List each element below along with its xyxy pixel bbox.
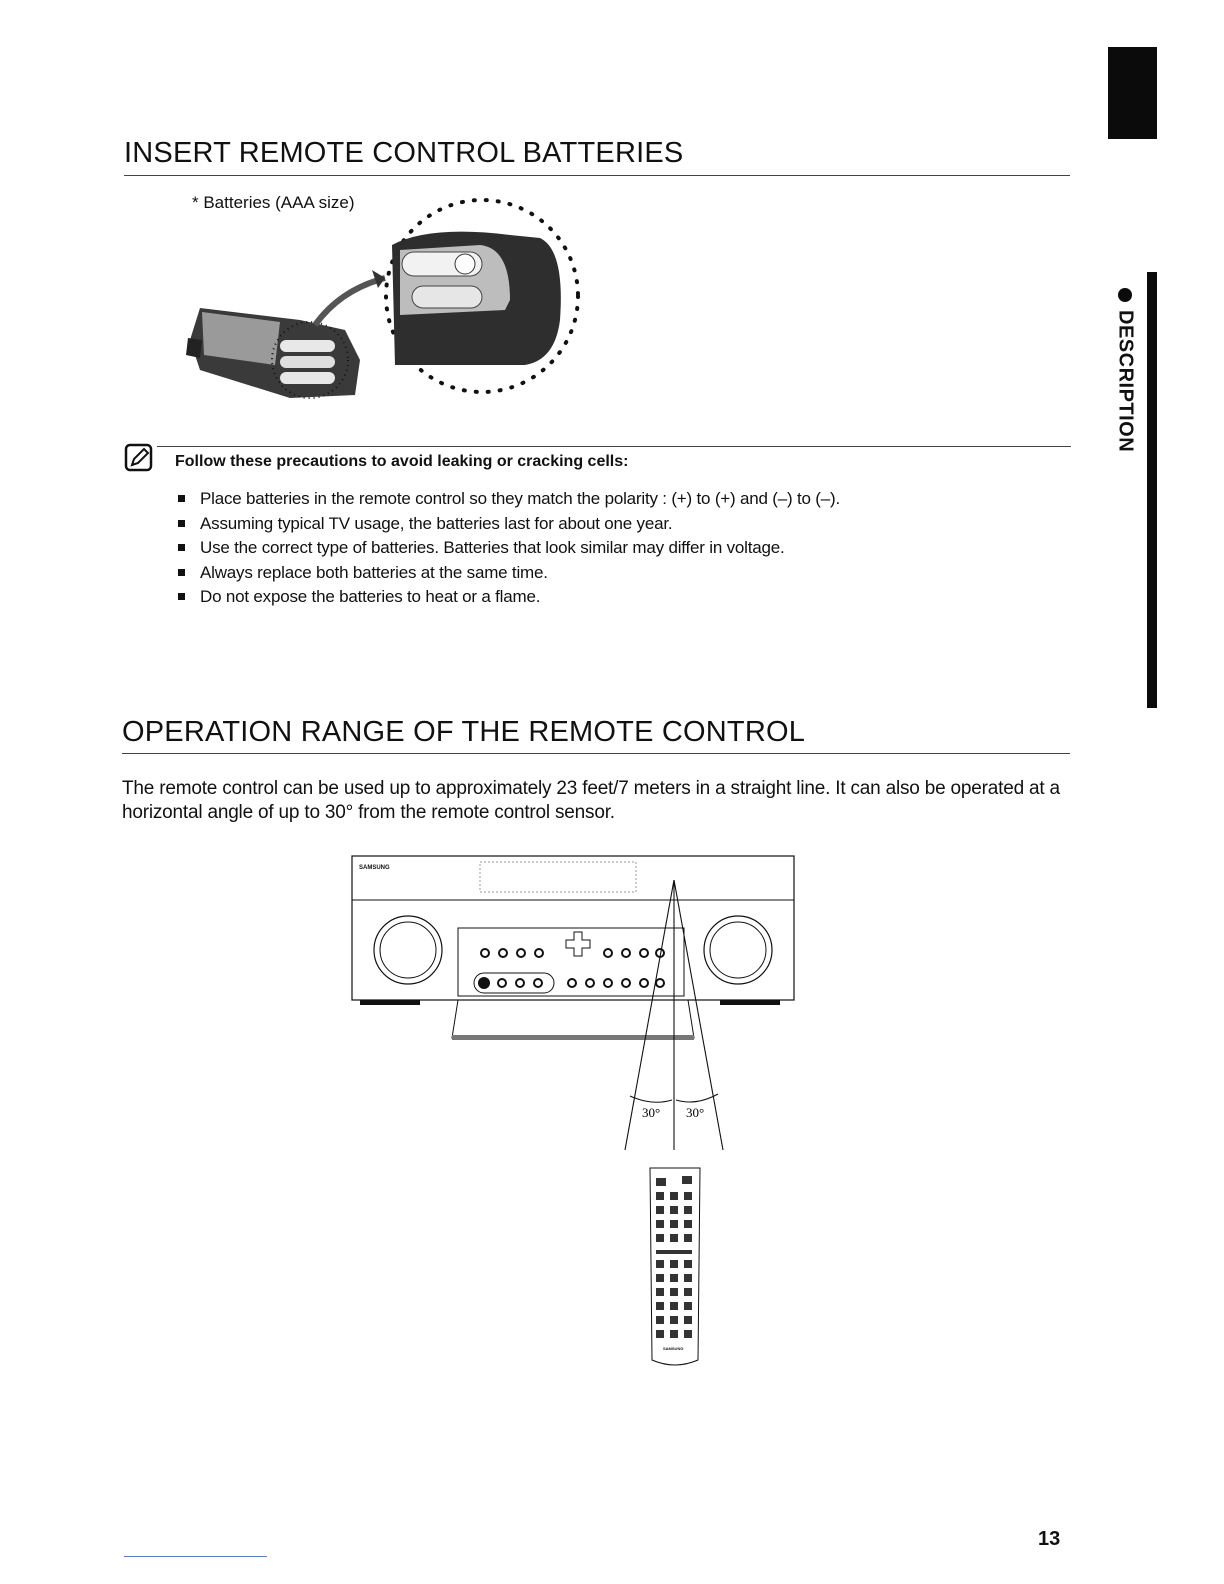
note-rule [157, 446, 1071, 447]
list-item: Place batteries in the remote control so they match the polarity : (+) to (+) and (–) to (–). [178, 487, 840, 512]
list-item: Assuming typical TV usage, the batteries last for about one year. [178, 512, 840, 537]
chapter-label-text: DESCRIPTION [1114, 310, 1137, 453]
remote-control-image [650, 1168, 700, 1365]
precautions-list [178, 487, 840, 610]
battery-zoom-circle [386, 200, 578, 392]
angle-label-right: 30° [686, 1105, 705, 1120]
operation-range-paragraph: The remote control can be used up to approximately 23 feet/7 meters in a straight line. It can also be operated at a horizontal angle of up to 30° from the remote control sensor. [122, 778, 1060, 823]
remote-back-image [186, 308, 360, 398]
chapter-side-label [1110, 288, 1140, 488]
remote-brand-logo: SAMSUNG [663, 1346, 684, 1351]
angle-label-left: 30° [642, 1105, 661, 1120]
battery-size-label: * Batteries (AAA size) [192, 193, 355, 212]
bullet-dot-icon [1118, 288, 1132, 302]
footer-line [124, 1556, 267, 1557]
receiver-front-panel [352, 856, 794, 1040]
page-number: 13 [1038, 1528, 1061, 1550]
note-pencil-icon [124, 443, 154, 473]
list-item: Use the correct type of batteries. Batteries that look similar may differ in voltage. [178, 536, 840, 561]
section-title-batteries: INSERT REMOTE CONTROL BATTERIES [124, 137, 684, 169]
note-title: Follow these precautions to avoid leaking or cracking cells: [175, 453, 629, 470]
battery-insertion-illustration [180, 190, 600, 405]
operation-range-diagram [340, 850, 820, 1380]
receiver-brand-logo: SAMSUNG [359, 865, 390, 871]
insertion-arrow-icon [315, 270, 385, 325]
section-title-operation-range: OPERATION RANGE OF THE REMOTE CONTROL [122, 716, 806, 748]
chapter-tab-block [1108, 47, 1157, 139]
section-rule-operation-range [122, 753, 1070, 754]
chapter-side-bar [1147, 272, 1157, 708]
list-item: Always replace both batteries at the same time. [178, 561, 840, 586]
list-item: Do not expose the batteries to heat or a flame. [178, 585, 840, 610]
section-rule-batteries [124, 175, 1070, 176]
